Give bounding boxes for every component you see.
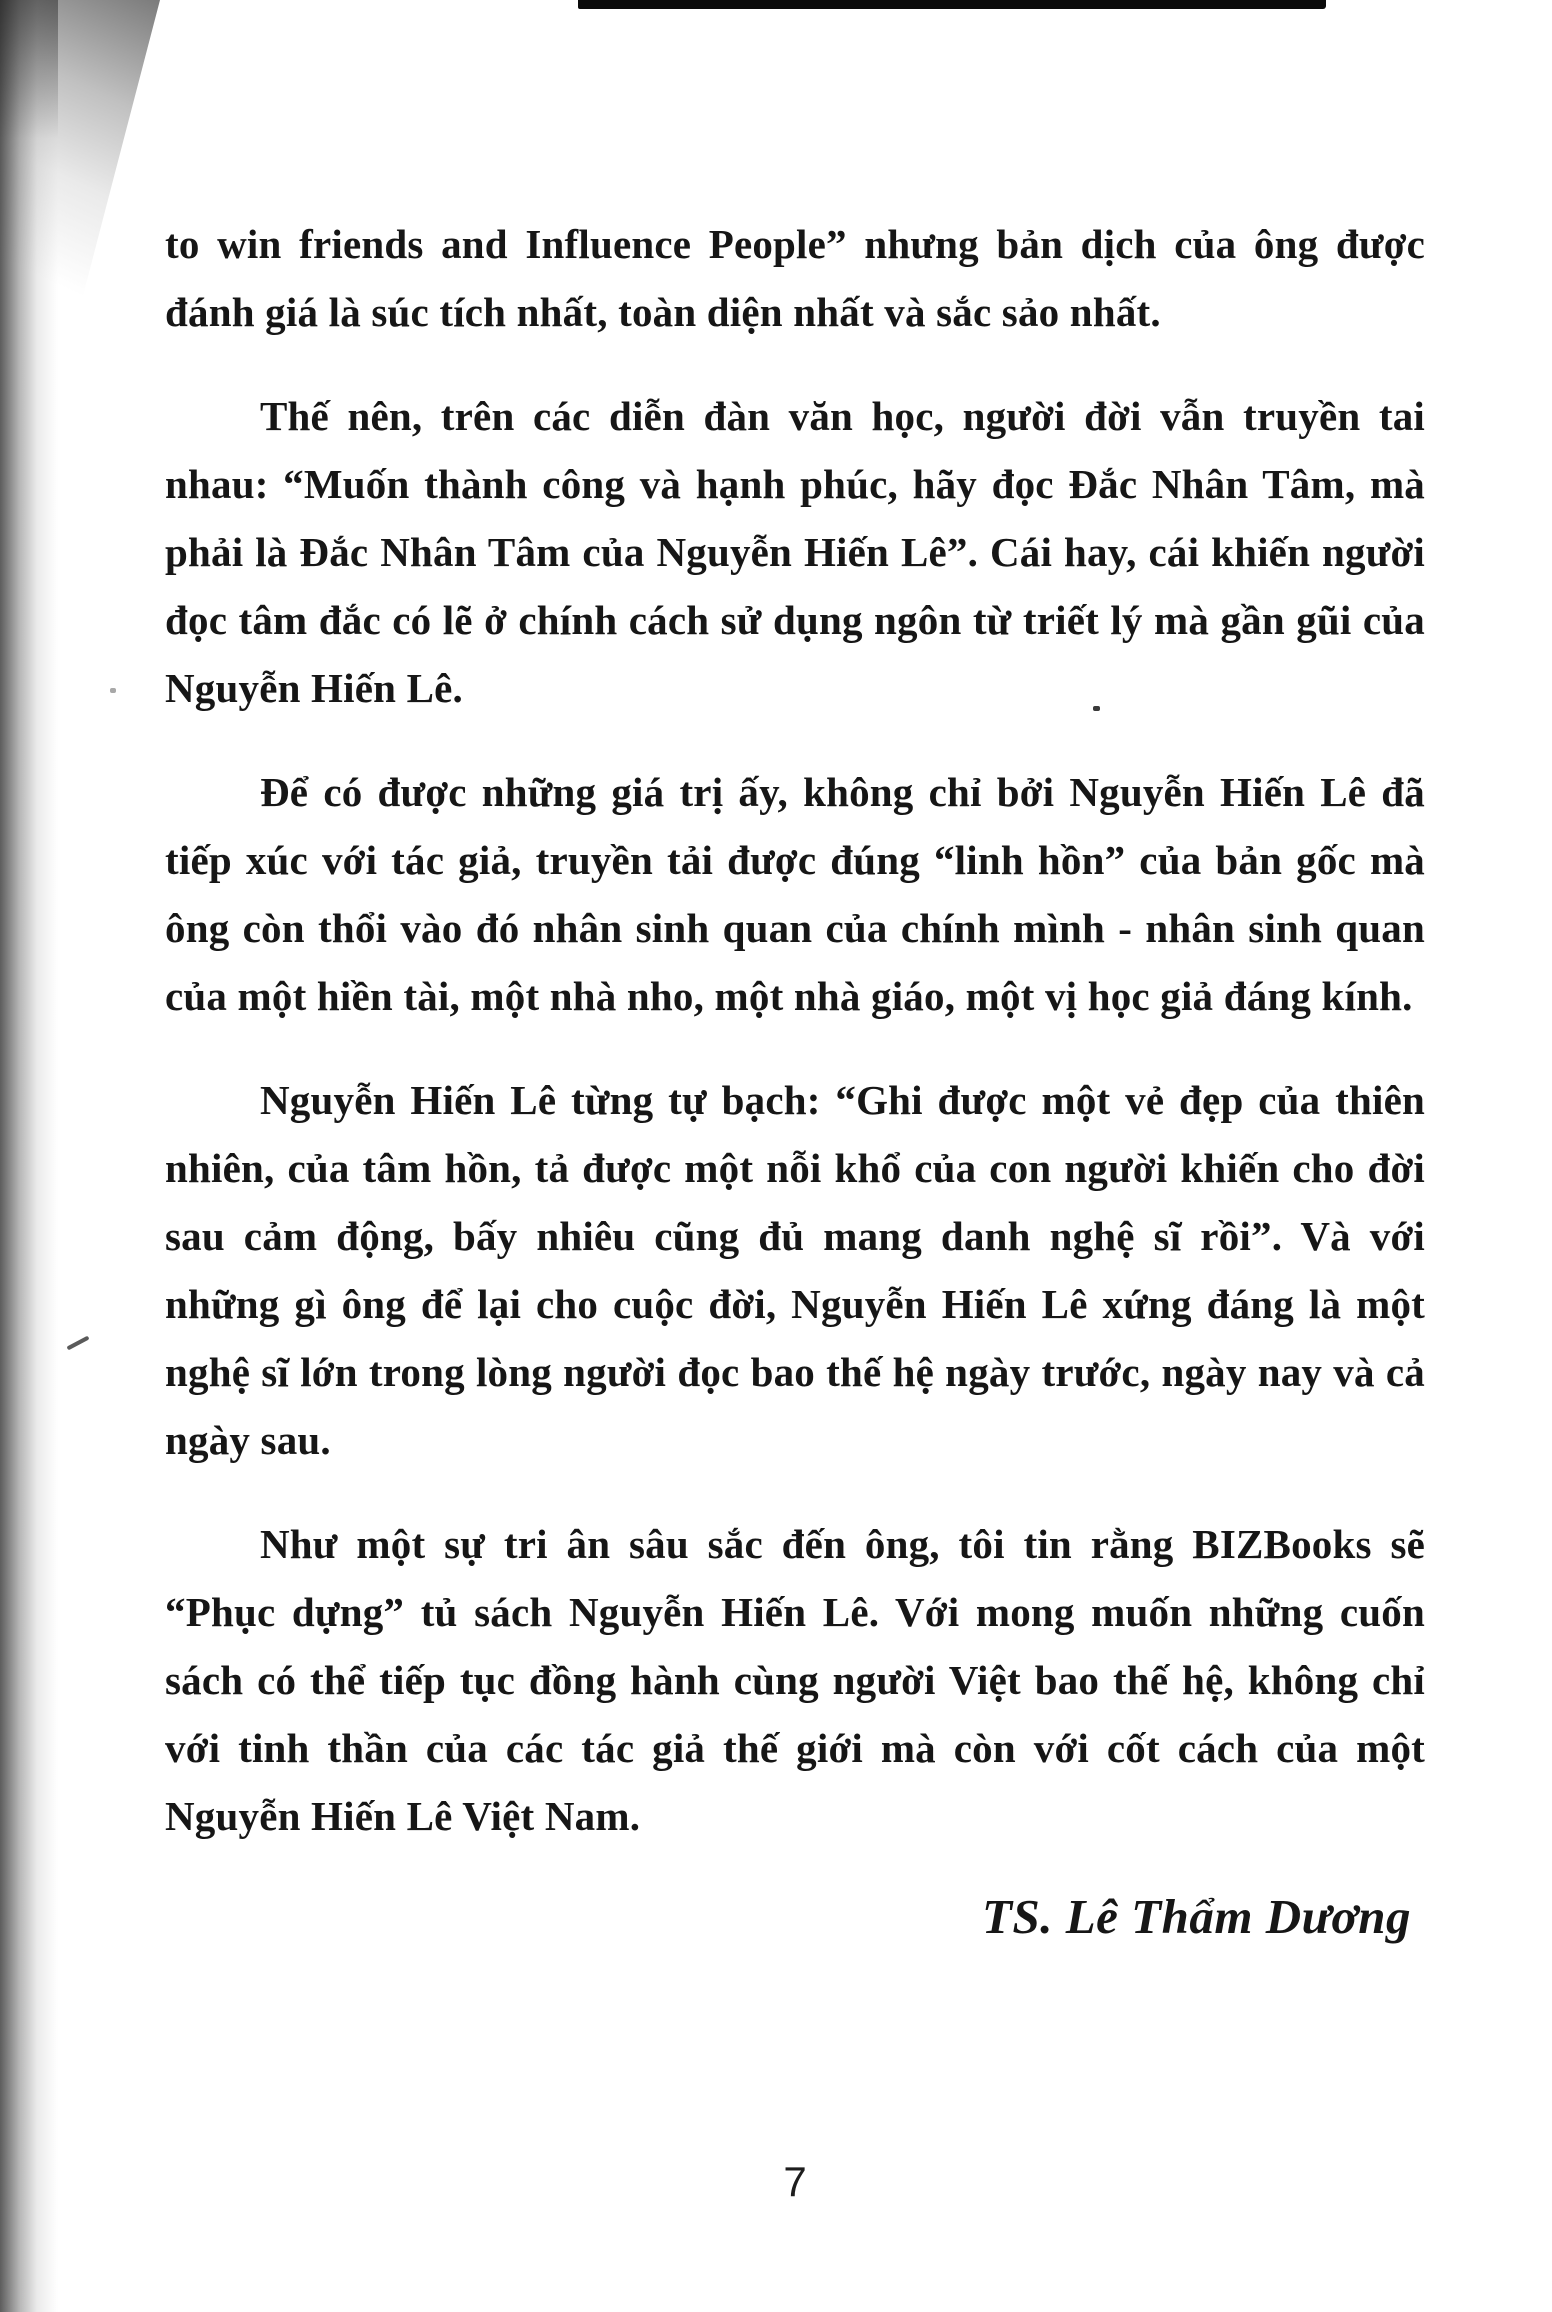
scan-speck	[110, 688, 116, 693]
scan-artifact-top-bar	[578, 0, 1326, 9]
author-signature: TS. Lê Thẩm Dương	[982, 1889, 1411, 1944]
paragraph-5: Như một sự tri ân sâu sắc đến ông, tôi tin rằng BIZBooks sẽ “Phục dựng” tủ sách Nguyễn Hiến Lê. Với mong muốn những cuốn sách có thể tiếp tục đồng hành cùng người Việt bao thế hệ, không chỉ với tinh thần của các tác giả thế giới mà còn với cốt cách của một Nguyễn Hiến Lê Việt Nam.	[165, 1521, 1425, 1839]
page-text-block	[165, 210, 1425, 1948]
scan-shadow-left-edge	[0, 0, 58, 2312]
paragraph-2: Thế nên, trên các diễn đàn văn học, người đời vẫn truyền tai nhau: “Muốn thành công và hạnh phúc, hãy đọc Đắc Nhân Tâm, mà phải là Đắc Nhân Tâm của Nguyễn Hiến Lê”. Cái hay, cái khiến người đọc tâm đắc có lẽ ở chính cách sử dụng ngôn từ triết lý mà gần gũi của Nguyễn Hiến Lê.	[165, 393, 1425, 711]
page-number: 7	[783, 2158, 807, 2205]
paragraph-4: Nguyễn Hiến Lê từng tự bạch: “Ghi được một vẻ đẹp của thiên nhiên, của tâm hồn, tả được một nỗi khổ của con người khiến cho đời sau cảm động, bấy nhiêu cũng đủ mang danh nghệ sĩ rồi”. Và với những gì ông để lại cho cuộc đời, Nguyễn Hiến Lê xứng đáng là một nghệ sĩ lớn trong lòng người đọc bao thế hệ ngày trước, ngày nay và cả ngày sau.	[165, 1077, 1425, 1463]
scan-speck	[1093, 706, 1100, 711]
scan-speck	[66, 1336, 89, 1351]
paragraph-3: Để có được những giá trị ấy, không chỉ bởi Nguyễn Hiến Lê đã tiếp xúc với tác giả, truyền tải được đúng “linh hồn” của bản gốc mà ông còn thổi vào đó nhân sinh quan của chính mình - nhân sinh quan của một hiền tài, một nhà nho, một nhà giáo, một vị học giả đáng kính.	[165, 769, 1425, 1019]
paragraph-1: to win friends and Influence People” nhưng bản dịch của ông được đánh giá là súc tích nhất, toàn diện nhất và sắc sảo nhất.	[165, 221, 1425, 335]
